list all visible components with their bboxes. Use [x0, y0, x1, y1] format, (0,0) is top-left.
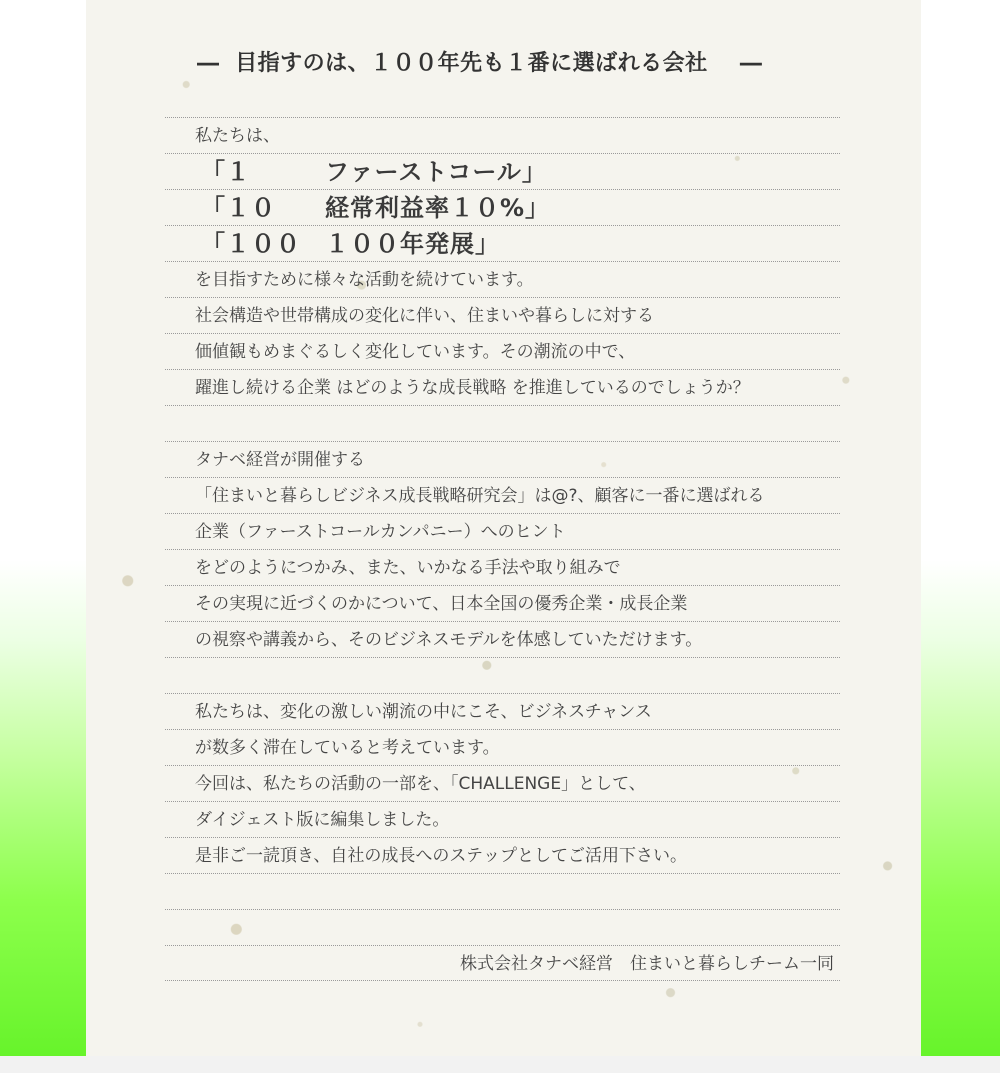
bottom-strip	[0, 1056, 1000, 1073]
text-line: その実現に近づくのかについて、日本全国の優秀企業・成長企業	[165, 585, 840, 621]
goal-number: 「１０	[201, 194, 276, 222]
text-line: 今回は、私たちの活動の一部を、「CHALLENGE」として、	[165, 765, 840, 801]
text-line: 躍進し続ける企業 はどのような成長戦略 を推進しているのでしょうか？	[165, 369, 840, 405]
goal-text: ファーストコール」	[325, 158, 547, 186]
blank-line	[165, 909, 840, 945]
text-line: タナベ経営が開催する	[165, 441, 840, 477]
goal-hundred-years	[165, 225, 840, 261]
text-line: を目指すために様々な活動を続けています。	[165, 261, 840, 297]
goal-profit-rate	[165, 189, 840, 225]
text-line: 価値観もめまぐるしく変化しています。その潮流の中で、	[165, 333, 840, 369]
text-line: ダイジェスト版に編集しました。	[165, 801, 840, 837]
goal-first-call	[165, 153, 840, 189]
text-line: の視察や講義から、そのビジネスモデルを体感していただけます。	[165, 621, 840, 657]
blank-line	[165, 657, 840, 693]
text-line: 企業（ファーストコールカンパニー）へのヒント	[165, 513, 840, 549]
goal-number: 「１００	[201, 230, 301, 258]
text-line: をどのようにつかみ、また、いかなる手法や取り組みで	[165, 549, 840, 585]
text-line: 私たちは、変化の激しい潮流の中にこそ、ビジネスチャンス	[165, 693, 840, 729]
title-dash-left: ―	[197, 51, 220, 76]
message-body	[165, 117, 840, 981]
goal-text: 経常利益率１０%」	[325, 194, 551, 222]
text-line: 是非ご一読頂き、自社の成長へのステップとしてご活用下さい。	[165, 837, 840, 873]
title-dash-right: ―	[739, 51, 763, 76]
page-title	[197, 46, 837, 77]
blank-line	[165, 405, 840, 441]
goal-text: １００年発展」	[325, 230, 500, 258]
signature: 株式会社タナベ経営 住まいと暮らしチーム一同	[165, 945, 840, 981]
intro-line: 私たちは、	[165, 117, 840, 153]
goal-number: 「１	[201, 158, 251, 186]
text-line: 社会構造や世帯構成の変化に伴い、住まいや暮らしに対する	[165, 297, 840, 333]
text-line: 「住まいと暮らしビジネス成長戦略研究会」は@?、顧客に一番に選ばれる	[165, 477, 840, 513]
text-line: が数多く滞在していると考えています。	[165, 729, 840, 765]
title-text: 目指すのは、１００年先も１番に選ばれる会社	[235, 51, 708, 76]
blank-line	[165, 873, 840, 909]
